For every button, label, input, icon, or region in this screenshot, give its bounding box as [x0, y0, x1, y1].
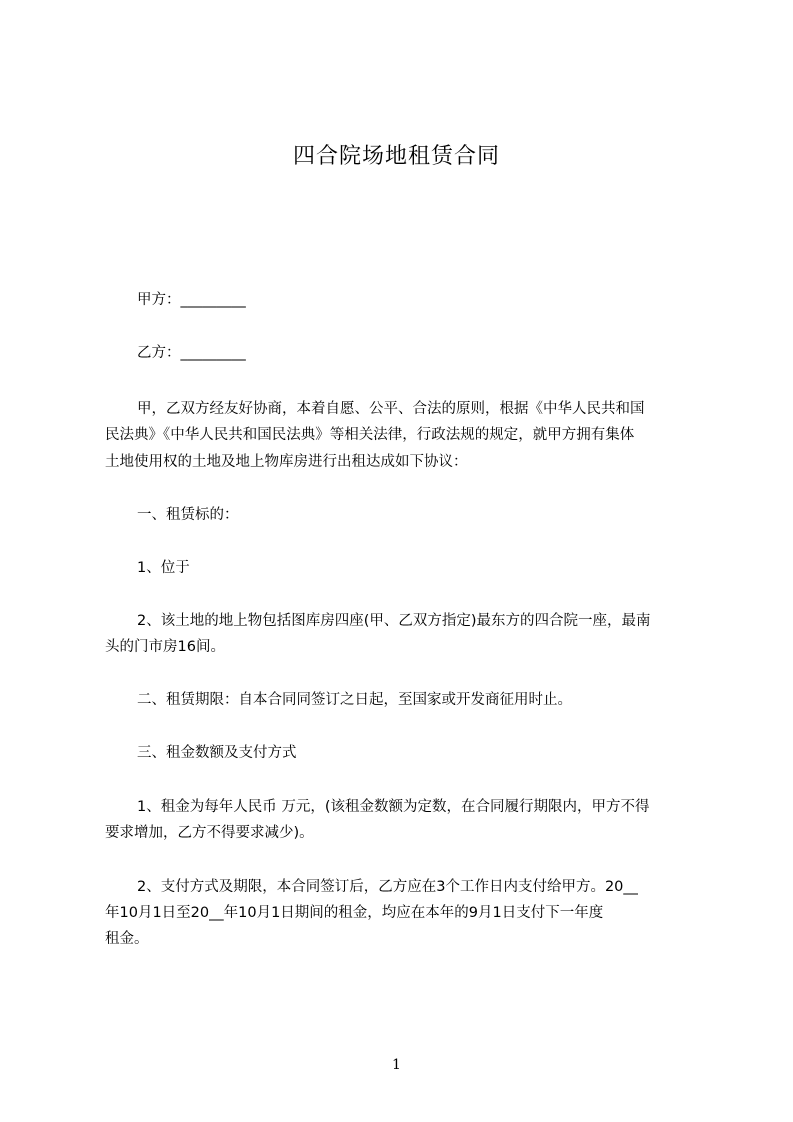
party-b-line: 乙方：_________ [137, 345, 246, 361]
item-3-2-line-2: 年10月1日至20__年10月1日期间的租金，均应在本年的9月1日支付下一年度 [105, 905, 604, 921]
item-3-2-line-3: 租金。 [105, 931, 149, 947]
item-1-2-line-2: 头的门市房16间。 [105, 639, 225, 655]
preamble-line-2: 民法典》《中华人民共和国民法典》等相关法律，行政法规的规定，就甲方拥有集体 [105, 427, 635, 443]
section-2-text: 二、租赁期限：自本合同同签订之日起，至国家或开发商征用时止。 [137, 692, 572, 708]
item-3-2-line-1: 2、支付方式及期限，本合同签订后，乙方应在3个工作日内支付给甲方。20__ [137, 879, 638, 895]
preamble-line-3: 土地使用权的土地及地上物库房进行出租达成如下协议： [105, 454, 468, 470]
page-number: 1 [392, 1057, 401, 1073]
section-3-heading: 三、租金数额及支付方式 [137, 745, 297, 761]
document-title: 四合院场地租赁合同 [292, 144, 500, 169]
party-a-line: 甲方：_________ [137, 292, 246, 308]
item-3-1-line-2: 要求增加，乙方不得要求减少)。 [105, 825, 314, 841]
item-1-2-line-1: 2、该土地的地上物包括图库房四座(甲、乙双方指定)最东方的四合院一座，最南 [137, 613, 651, 629]
item-1-1: 1、位于 [137, 560, 190, 576]
item-3-1-line-1: 1、租金为每年人民币 万元，(该租金数额为定数，在合同履行期限内，甲方不得 [137, 799, 650, 815]
preamble-line-1: 甲，乙双方经友好协商，本着自愿、公平、合法的原则，根据《中华人民共和国 [137, 401, 645, 417]
section-1-heading: 一、租赁标的： [137, 507, 239, 523]
